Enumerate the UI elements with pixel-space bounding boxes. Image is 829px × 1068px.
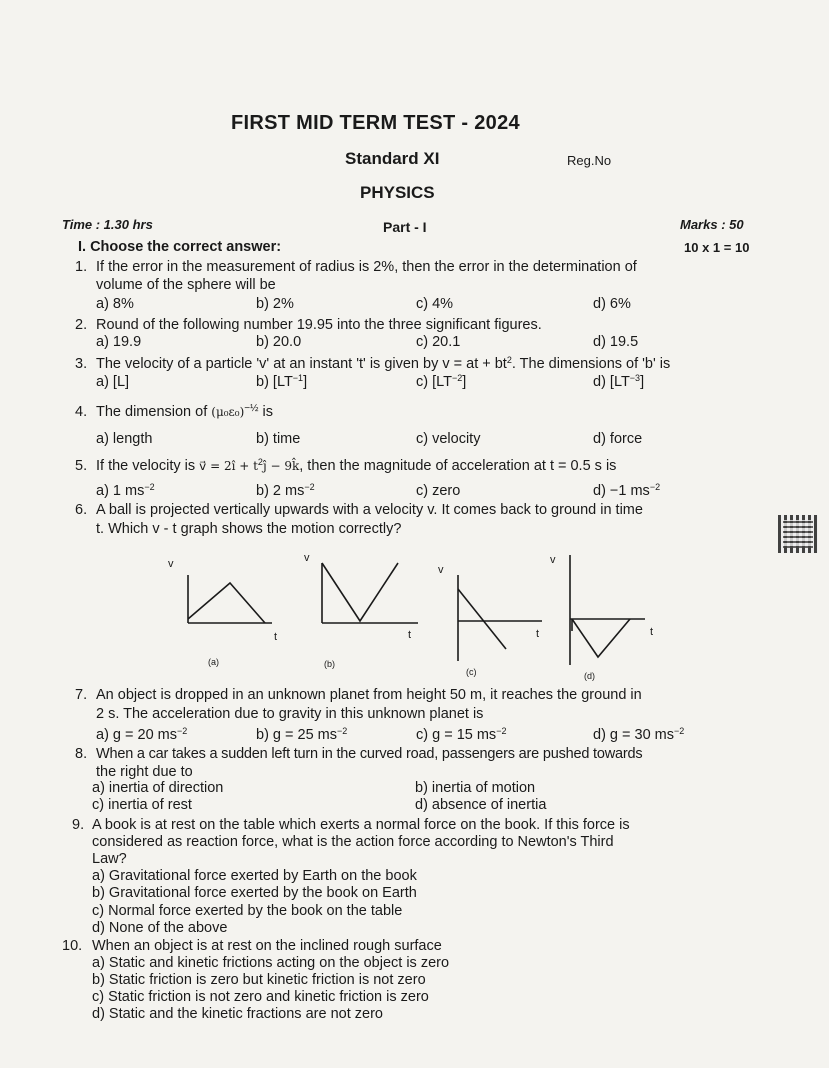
question-text: the right due to: [96, 764, 193, 780]
option-c: c) g = 15 $ms^{-2}$: [416, 726, 507, 743]
option-c: c) 20.1: [416, 334, 461, 350]
standard-label: Standard XI: [345, 149, 440, 168]
option-c: c) $[LT^{-2}]$: [416, 373, 467, 390]
option-c: c) 4%: [416, 296, 454, 312]
graph-b-v-label: v: [304, 552, 310, 564]
option-a: a) inertia of direction: [92, 780, 224, 796]
graph-d-line: [572, 619, 630, 657]
question-number: 5.: [75, 458, 88, 474]
option-a: a) 1 $ms^{-2}$: [96, 482, 155, 499]
option-a: a) Gravitational force exerted by Earth on the book: [92, 868, 417, 884]
question-text: Law?: [92, 851, 127, 867]
question-text: Round of the following number 19.95 into the three significant figures.: [96, 317, 542, 333]
question-text: considered as reaction force, what is the action force according to Newton's Third: [92, 834, 614, 850]
question-number: 1.: [75, 259, 88, 275]
option-b: b) Gravitational force exerted by the book on Earth: [92, 885, 417, 901]
question-text: When a car takes a sudden left turn in the curved road, passengers are pushed towards: [96, 746, 643, 762]
question-number: 4.: [75, 404, 88, 420]
graph-d-caption: (d): [584, 671, 595, 681]
question-number: 10.: [62, 938, 83, 954]
option-b: b) Static friction is zero but kinetic friction is not zero: [92, 972, 426, 988]
graph-c-caption: (c): [466, 667, 477, 677]
option-a: a) length: [96, 431, 153, 447]
reg-no-label: Reg.No: [567, 153, 612, 168]
option-c: c) zero: [416, 483, 461, 499]
question-text: If the velocity is v⃗ = 2î + $t^2ĵ$ − 9k̂, then the magnitude of acceleration at t = 0.5 s is: [96, 457, 617, 474]
question-number: 8.: [75, 746, 88, 762]
subject-label: PHYSICS: [360, 183, 435, 202]
part-label: Part - I: [383, 219, 427, 235]
option-d: d) force: [593, 431, 643, 447]
section-scoring: 10 x 1 = 10: [684, 240, 750, 255]
question-text: If the error in the measurement of radius is 2%, then the error in the determination of: [96, 259, 637, 275]
option-a: a) 8%: [96, 296, 134, 312]
option-d: d) $[LT^{-3}]$: [593, 373, 645, 390]
marks-label: Marks : 50: [680, 217, 744, 232]
graph-b-line: [322, 563, 398, 621]
question-text: volume of the sphere will be: [96, 277, 276, 293]
graph-d-v-label: v: [550, 554, 556, 566]
option-d: d) 6%: [593, 296, 631, 312]
question-text: t. Which v - t graph shows the motion correctly?: [96, 521, 402, 537]
option-b: b) 20.0: [256, 334, 302, 350]
option-b: b) 2 $ms^{-2}$: [256, 482, 315, 499]
question-number: 9.: [72, 817, 85, 833]
graph-d-t-label: t: [650, 626, 654, 638]
vt-graphs: [160, 545, 680, 685]
qr-code-icon: [778, 515, 818, 553]
question-text: The velocity of a particle 'v' at an instant 't' is given by v = at + $bt^2$. The dimensions of 'b' is: [96, 355, 671, 372]
graph-b-caption: (b): [324, 659, 335, 669]
option-d: d) −1 $ms^{-2}$: [593, 482, 661, 499]
graph-c-line: [458, 589, 506, 649]
graph-a-caption: (a): [208, 657, 219, 667]
option-c: c) Normal force exerted by the book on the table: [92, 903, 403, 919]
graph-b-t-label: t: [408, 629, 412, 641]
graph-c-t-label: t: [536, 628, 540, 640]
page-title: FIRST MID TERM TEST - 2024: [231, 112, 520, 134]
question-text: 2 s. The acceleration due to gravity in this unknown planet is: [96, 706, 484, 722]
option-d: d) None of the above: [92, 920, 228, 936]
question-text: An object is dropped in an unknown planet from height 50 m, it reaches the ground in: [96, 687, 642, 703]
option-d: d) absence of inertia: [415, 797, 547, 813]
option-b: b) 2%: [256, 296, 294, 312]
option-d: d) 19.5: [593, 334, 639, 350]
question-number: 6.: [75, 502, 88, 518]
option-b: b) time: [256, 431, 301, 447]
question-text: The dimension of $(\mu_0\varepsilon_0)^{-\frac{1}{2}}$ is: [96, 403, 273, 420]
option-d: d) g = 30 $ms^{-2}$: [593, 726, 685, 743]
option-a: a) Static and kinetic frictions acting on the object is zero: [92, 955, 450, 971]
option-b: b) inertia of motion: [415, 780, 536, 796]
option-b: b) g = 25 $ms^{-2}$: [256, 726, 348, 743]
question-number: 3.: [75, 356, 88, 372]
option-c: c) velocity: [416, 431, 481, 447]
graph-a-v-label: v: [168, 558, 174, 570]
graph-c-v-label: v: [438, 564, 444, 576]
option-a: a) g = 20 $ms^{-2}$: [96, 726, 188, 743]
question-text: A ball is projected vertically upwards with a velocity v. It comes back to ground in time: [96, 502, 643, 518]
option-c: c) inertia of rest: [92, 797, 192, 813]
section-instruction: I. Choose the correct answer:: [78, 239, 282, 255]
question-text: A book is at rest on the table which exerts a normal force on the book. If this force is: [92, 817, 630, 833]
option-d: d) Static and the kinetic fractions are not zero: [92, 1006, 383, 1022]
option-a: a) [L]: [96, 374, 130, 390]
graph-a-t-label: t: [274, 631, 278, 643]
question-number: 7.: [75, 687, 88, 703]
time-label: Time : 1.30 hrs: [62, 217, 153, 232]
question-number: 2.: [75, 317, 88, 333]
graph-a-line: [188, 583, 265, 623]
question-text: When an object is at rest on the inclined rough surface: [92, 938, 442, 954]
option-a: a) 19.9: [96, 334, 142, 350]
option-b: b) $[LT^{-1}]$: [256, 373, 308, 390]
option-c: c) Static friction is not zero and kinetic friction is zero: [92, 989, 429, 1005]
